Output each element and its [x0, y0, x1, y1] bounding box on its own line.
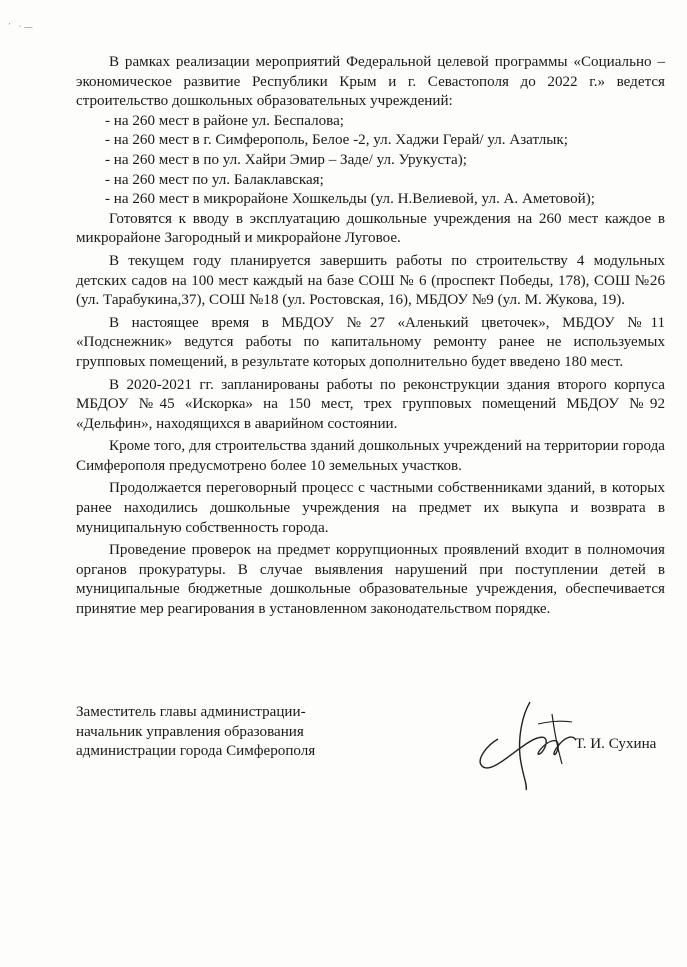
paragraph-land-plots: Кроме того, для строительства зданий дошкольных учреждений на территории города Симферополя предусмотрено более 10 земельных участков.	[76, 438, 665, 474]
paragraph-modular-kindergartens: В текущем году планируется завершить работы по строительству 4 модульных детских садов на 100 мест каждый на базе СОШ № 6 (проспект Победы, 178), СОШ №26 (ул. Тарабукина,37), СОШ №18 (ул. Ростовская, 16), МБДОУ №9 (ул. М. Жукова, 19).	[76, 252, 665, 309]
position-line: начальник управления образования	[76, 723, 304, 740]
list-item: - на 260 мест в по ул. Хайри Эмир – Заде/ ул. Урукуста);	[105, 151, 467, 168]
list-item: - на 260 мест по ул. Балаклавская;	[105, 171, 324, 188]
position-line: Заместитель главы администрации-	[76, 704, 306, 720]
scan-artifact: ´ ·—	[8, 22, 36, 31]
position-line: администрации города Симферополя	[76, 743, 316, 759]
paragraph-reconstruction: В 2020-2021 гг. запланированы работы по реконструкции здания второго корпуса МБДОУ №45 «Искорка» на 150 мест, трех групповых помещений МБДОУ №92 «Дельфин», находящихся в аварийном состоянии.	[76, 376, 665, 432]
paragraph-repairs: В настоящее время в МБДОУ №27 «Аленький цветочек», МБДОУ №11 «Подснежник» ведутся работы по капитальному ремонту ранее не используемых групповых помещений, в результате которых дополнительно будет введено 180 мест.	[76, 314, 665, 370]
paragraph-commissioning: Готовятся к вводу в эксплуатацию дошкольные учреждения на 260 мест каждое в микрорайоне Загородный и микрорайоне Луговое.	[76, 210, 665, 247]
paragraph-corruption-checks: Проведение проверок на предмет коррупционных проявлений входит в полномочия органов прокуратуры. В случае выявления нарушений при поступлении детей в муниципальные бюджетные дошкольные образовательные учреждения, обеспечивается принятие мер реагирования в установленном законодательством порядке.	[76, 542, 665, 618]
handwritten-signature	[468, 694, 588, 794]
list-item: - на 260 мест в районе ул. Беспалова;	[105, 112, 344, 129]
signatory-position	[76, 703, 315, 762]
paragraph-intro: В рамках реализации мероприятий Федеральной целевой программы «Социально – экономическое развитие Республики Крым и г. Севастополя до 2022 г.» ведется строительство дошкольных образовательных учреждений:	[76, 54, 665, 110]
letter-body	[76, 53, 665, 620]
list-item: - на 260 мест в микрорайоне Хошкельды (ул. Н.Велиевой, ул. А. Аметовой);	[105, 191, 595, 208]
signer-name: Т. И. Сухина	[575, 736, 657, 752]
paragraph-negotiations: Продолжается переговорный процесс с частными собственниками зданий, в которых ранее находились дошкольные учреждения на предмет их выкупа и возврата в муниципальную собственность города.	[76, 480, 665, 536]
list-item: - на 260 мест в г. Симферополь, Белое -2, ул. Хаджи Герай/ ул. Азатлык;	[105, 132, 568, 149]
